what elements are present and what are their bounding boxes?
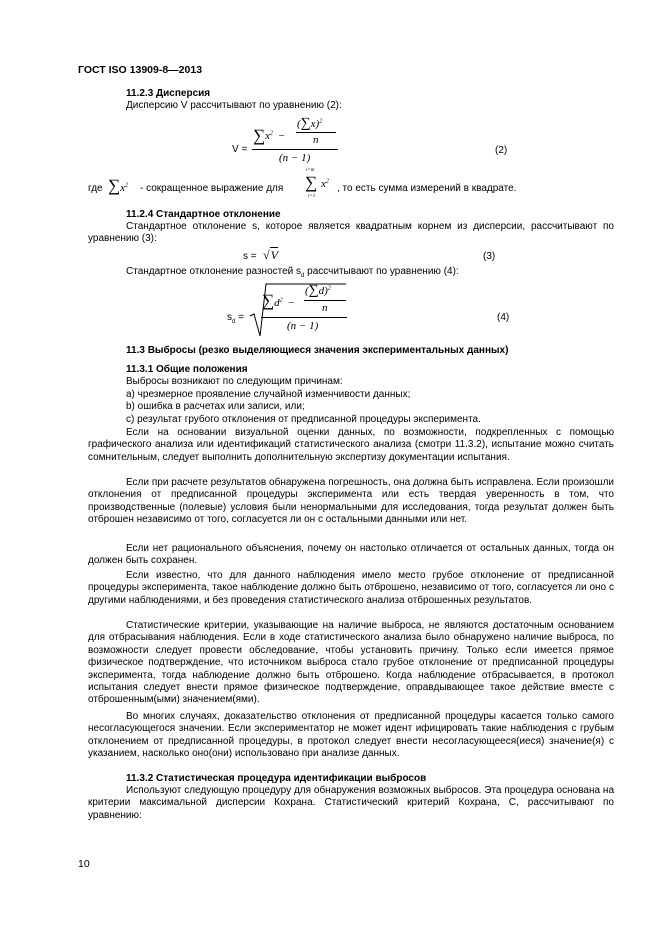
eq4-lhs [227,312,244,325]
list-item: а) чрезмерное проявление случайной изменчивости данных; [126,389,411,400]
document-page: ГОСТ ISO 13909-8—2013 11.2.3 Дисперсия Дисперсию V рассчитывают по уравнению (2): V = $\sum x^2$ − $(\sum x)^2$ n (n − 1) (2) где $\sum x^2$ - сокращенное выражение для i=m ∑ i=1 $x^2$ , то есть сумма измерений в квадрате. 11.2.4 Стандартное отклонение Стандартное отклонение s, которое является квадратным корнем из дисперсии, рассчитывают по уравнению (3): s = √V (3) Стандартное отклонение разностей $s_d$ рассчитывают по уравнению (4): $s_d$ = $\sum d^2$ − $(\sum d)^2$ n (n − 1) (4) 11.3 Выбросы (резко выделяющиеся значения экспериментальных данных) 11.3.1 Общие положения Выбросы возникают по следующим причинам: а) чрезмерное проявление случайной изменчивости данных; b) ошибка в расчетах или записи, или; с) результат грубого отклонения от предписанной процедуры эксперимента. Если на основании визуальной оценки данных, по возможности, подкрепленных с помощью графического анализа или идентификаций статистического анализа (смотри 11.3.2), испытание можно считать сомнительным, следует выполнить дополнительную экспертизу документации испытания. Если при расчете результатов обнаружена погрешность, она должна быть исправлена. Если произошли отклонения от предписанной процедуры эксперимента или есть твердая уверенность в том, что производственные (полевые) условия были ненормальными для исследования, тогда результат должен быть отброшен независимо от того, согласуется ли он с остальными данными или нет. Если нет рационального объяснения, почему он настолько отличается от остальных данных, тогда он должен быть сохранен. Если известно, что для данного наблюдения имело место грубое отклонение от предписанной процедуры эксперимента, такое наблюдение должно быть отброшено, независимо от того, согласуется ли оно с другими наблюдениями, и без проведения статистического анализа отброшенных результатов. Статистические критерии, указывающие на наличие выброса, не являются достаточным основанием для отбрасывания наблюдения. Если в ходе статистического анализа было обнаружено наличие выброса, по возможности следует провести обследование, чтобы установить причину. Только если имеется прямое физическое подтверждение, что источником выброса стало грубое отклонение от предписанной процедуры эксперимента, тогда наблюдение должно быть отброшено. Когда наблюдение отбрасывается, в протокол испытания следует внести прямое физическое подтверждение, оправдывающее такое действие вместе с отброшенным(ыми) значением(ями). Во многих случаях, доказательство отклонения от предписанной процедуры касается только самого несогласующегося значении. Если экспериментатор не может идент ифицировать такие наблюдения с грубым отклонением от предписанной процедуры, в протокол следует внести несогласующееся(иеся) значение(я) с указанием, насколько оно(они) использовано при анализе данных. 11.3.2 Статистическая процедура идентификации выбросов Используют следующую процедуру для обнаружения возможных выбросов. Эта процедура основана на критерии максимальной дисперсии Кохрана. Статистический критерий Кохрана, C, рассчитывают по уравнению: 10 [78,64,614,870]
eq4-denominator: (n − 1) [287,320,319,332]
where-prefix: где [88,183,103,194]
stddev-diff-text: Стандартное отклонение разностей s [126,266,302,277]
paragraph: Статистические критерии, указывающие на наличие выброса, не являются достаточным основанием для отбрасывания наблюдения. Если в ходе статистического анализа было обнаружено наличие выброса, по возможности следует провести обследование, чтобы установить причину. Только если имеется прямое физическое подтверждение, что источником выброса стало грубое отклонение от предписанной процедуры эксперимента, тогда наблюдение должно быть отброшено. Когда наблюдение отбрасывается, в протокол испытания следует внести прямое физическое подтверждение, оправдывающее такое действие вместе с отброшенным(ыми) значением(ями). [88,620,614,706]
eq4-lhs-sub: d [232,319,236,325]
eq3-rhs: √V [263,248,278,262]
heading-11-3-2: 11.3.2 Статистическая процедура идентификации выбросов [126,773,427,784]
eq2-denominator: (n − 1) [279,152,311,164]
where-mid: - сокращенное выражение для [140,183,284,194]
document-header: ГОСТ ISO 13909-8—2013 [78,64,203,76]
paragraph: Используют следующую процедуру для обнаружения возможных выбросов. Эта процедура основана на критерии максимальной дисперсии Кохрана. Статистический критерий Кохрана, C, рассчитывают по уравнению: [88,785,614,821]
eq2-inner-fraction-num: $(\sum x)^2$ [297,116,323,131]
paragraph: Если на основании визуальной оценки данных, по возможности, подкрепленных с помощью графического анализа или идентификаций статистического анализа (смотри 11.3.2), испытание можно считать сомнительным, следует выполнить дополнительную экспертизу документации испытания. [88,427,614,463]
paragraph: Если нет рационального объяснения, почему он настолько отличается от остальных данных, тогда он должен быть сохранен. [88,543,614,567]
stddev-diff-sub: d [301,273,305,279]
eq2-inner-fraction-bar [296,132,336,133]
stddev-text: Стандартное отклонение s, которое является квадратным корнем из дисперсии, рассчитывают по уравнению (3): [88,221,614,245]
where-sum-expr: $\sum x^2$ [108,176,129,195]
paragraph: Если при расчете результатов обнаружена погрешность, она должна быть исправлена. Если произошли отклонения от предписанной процедуры эксперимента или есть твердая уверенность в том, что производственные (полевые) условия были ненормальными для исследования, тогда результат должен быть отброшен независимо от того, согласуется ли он с остальными данными или нет. [88,477,614,526]
eq4-inner-fraction-den: n [322,302,328,314]
paragraph: Во многих случаях, доказательство отклонения от предписанной процедуры касается только самого несогласующегося значении. Если экспериментатор не может идент ифицировать такие наблюдения с грубым отклонением от предписанной процедуры, в протокол следует внести несогласующееся(иеся) значение(я) с указанием, насколько оно(они) использовано при анализе данных. [88,711,614,760]
stddev-diff-intro [126,266,459,279]
stddev-diff-end: рассчитывают по уравнению (4): [304,266,459,277]
eq4-inner-fraction-bar [304,300,346,301]
heading-11-2-3: 11.2.3 Дисперсия [126,88,211,99]
eq2-number: (2) [495,145,508,156]
eq4-lhs-eq: = [235,312,244,323]
eq4-main-fraction-bar [261,317,347,318]
outliers-intro: Выбросы возникают по следующим причинам: [126,376,343,387]
eq4-number: (4) [497,312,510,323]
eq3-number: (3) [483,251,496,262]
eq2-numerator: $\sum x^2$ − [253,126,286,145]
eq2-inner-fraction-den: n [313,134,319,146]
eq4-inner-fraction-num: $(\sum d)^2$ [305,283,331,298]
where-suffix: , то есть сумма измерений в квадрате. [337,183,517,194]
page-number: 10 [78,858,90,870]
eq4-numerator: $\sum d^2$ − [262,291,295,310]
heading-11-3: 11.3 Выбросы (резко выделяющиеся значения экспериментальных данных) [126,345,509,356]
eq2-main-fraction-bar [252,149,338,150]
eq3-lhs: s = [243,251,257,262]
heading-11-2-4: 11.2.4 Стандартное отклонение [126,209,281,220]
paragraph: Если известно, что для данного наблюдения имело место грубое отклонение от предписанной процедуры эксперимента, такое наблюдение должно быть отброшено, независимо от того, согласуется ли оно с другими наблюдениями, и без проведения статистического анализа отброшенных результатов. [88,570,614,606]
heading-11-3-1: 11.3.1 Общие положения [126,364,248,375]
list-item: b) ошибка в расчетах или записи, или; [126,401,305,412]
eq2-lhs: V = [232,144,248,155]
variance-intro: Дисперсию V рассчитывают по уравнению (2): [126,100,342,111]
eq4-lhs-s: s [227,312,232,323]
list-item: с) результат грубого отклонения от предписанной процедуры эксперимента. [126,414,481,425]
